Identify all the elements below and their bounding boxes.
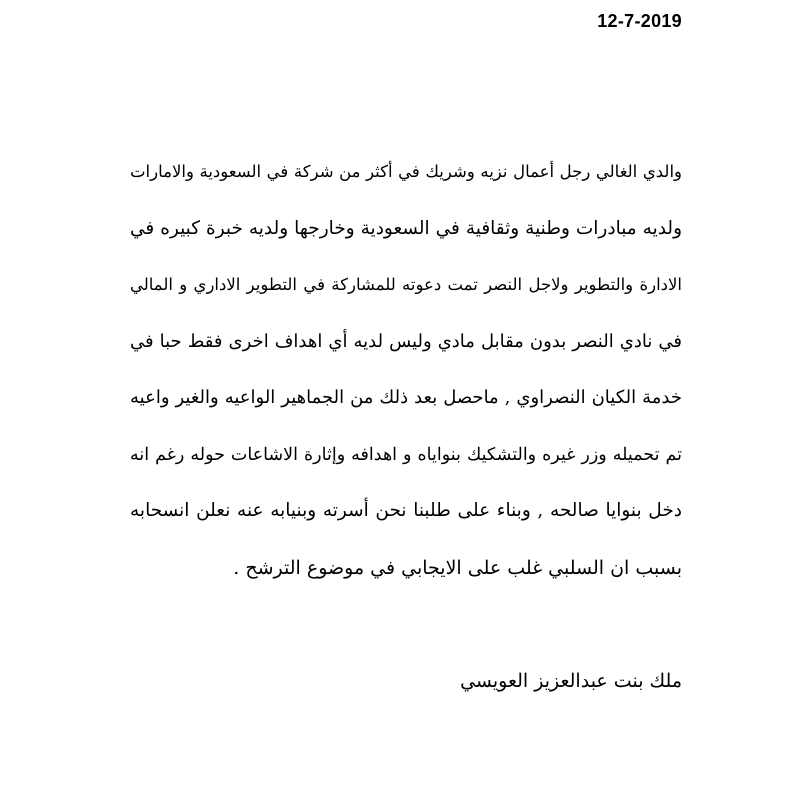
body-line-1: والدي الغالي رجل أعمال نزيه وشريك في أكثر من شركة في السعودية والامارات	[130, 162, 682, 181]
signature-name: ملك بنت عبدالعزيز العويسي	[460, 670, 682, 692]
body-line-8: بسبب ان السلبي غلب على الايجابي في موضوع الترشح .	[233, 556, 682, 579]
body-line-2: ولديه مبادرات وطنية وثقافية في السعودية وخارجها ولديه خبرة كبيره في	[130, 217, 682, 239]
body-line-5: خدمة الكيان النصراوي , ماحصل بعد ذلك من الجماهير الواعيه والغير واعيه	[130, 387, 682, 408]
body-line-6: تم تحميله وزر غيره والتشكيك بنواياه و اهدافه وإثارة الاشاعات حوله رغم انه	[130, 444, 682, 465]
letter-date: 12-7-2019	[597, 11, 682, 31]
body-line-7: دخل بنوايا صالحه , وبناء على طلبنا نحن أسرته وبنيابه عنه نعلن انسحابه	[130, 500, 682, 521]
body-line-3: الادارة والتطوير ولاجل النصر تمت دعوته للمشاركة في التطوير الاداري و المالي	[130, 275, 682, 294]
letter-body	[130, 144, 682, 596]
body-line-4: في نادي النصر بدون مقابل مادي وليس لديه أي اهداف اخرى فقط حبا في	[130, 330, 682, 352]
